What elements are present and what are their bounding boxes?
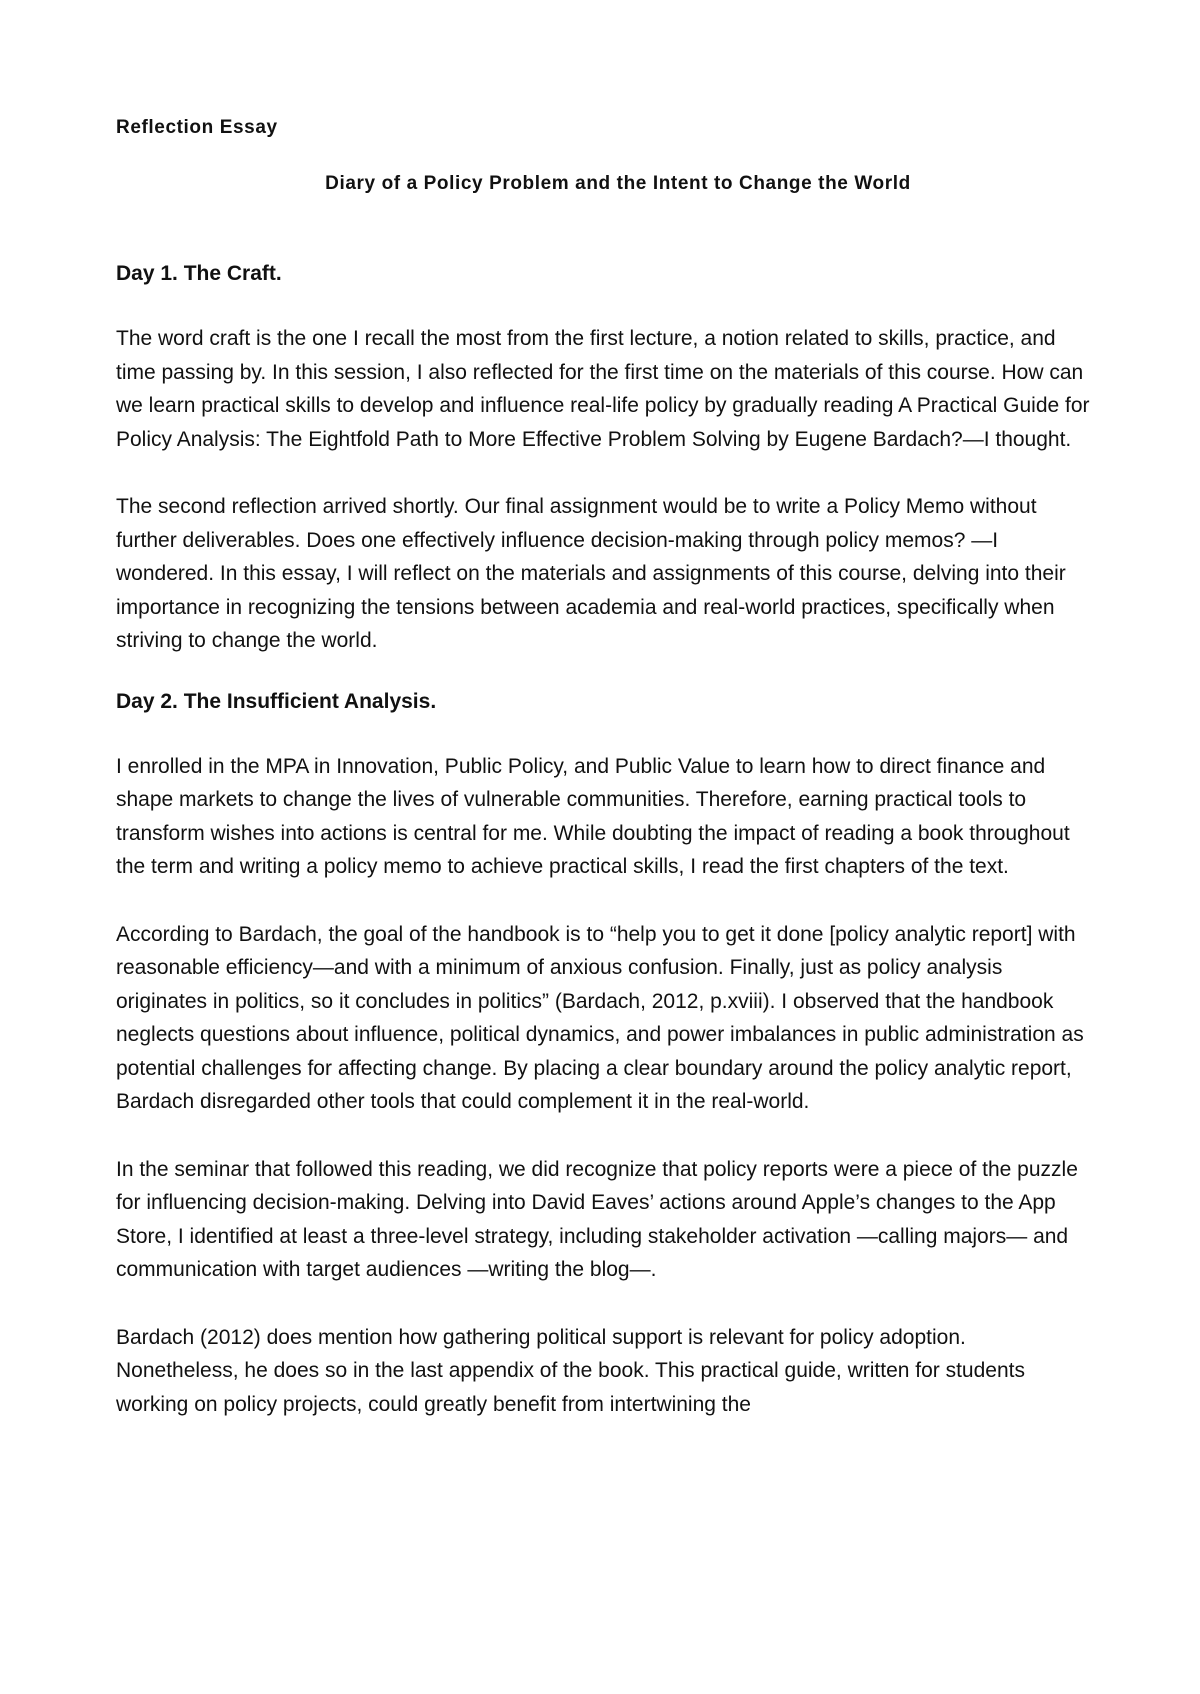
section-heading: Day 1. The Craft. bbox=[116, 262, 282, 285]
paragraph: I enrolled in the MPA in Innovation, Public Policy, and Public Value to learn how to direct finance and shape markets to change the lives of vulnerable communities. Therefore, earning practical tools to transform wishes into actions is central for me. While doubting the impact of reading a book throughout the term and writing a policy memo to achieve practical skills, I read the first chapters of the text. bbox=[116, 754, 1070, 878]
paragraph: In the seminar that followed this reading, we did recognize that policy reports were a piece of the puzzle for influencing decision-making. Delving into David Eaves’ actions around Apple’s changes to the App Store, I identified at least a three-level strategy, including stakeholder activation —calling majors— and communication with target audiences —writing the blog—. bbox=[116, 1157, 1078, 1281]
paragraph: According to Bardach, the goal of the handbook is to “help you to get it done [policy analytic report] with reasonable efficiency—and with a minimum of anxious confusion. Finally, just as policy analysis originates in politics, so it concludes in politics” (Bardach, 2012, p.xviii). I observed that the handbook neglects questions about influence, political dynamics, and power imbalances in public administration as potential challenges for affecting change. By placing a clear boundary around the policy analytic report, Bardach disregarded other tools that could complement it in the real-world. bbox=[116, 922, 1084, 1113]
paragraph: The word craft is the one I recall the most from the first lecture, a notion related to skills, practice, and time passing by. In this session, I also reflected for the first time on the materials of this course. How can we learn practical skills to develop and influence real-life policy by gradually reading A Practical Guide for Policy Analysis: The Eightfold Path to More Effective Problem Solving by Eugene Bardach?—I thought. bbox=[116, 327, 1090, 451]
document-title: Diary of a Policy Problem and the Intent to Change the World bbox=[325, 173, 911, 194]
document-header: Reflection Essay bbox=[116, 117, 278, 138]
paragraph: The second reflection arrived shortly. Our final assignment would be to write a Policy Memo without further deliverables. Does one effectively influence decision-making through policy memos? —I wondered. In this essay, I will reflect on the materials and assignments of this course, delving into their importance in recognizing the tensions between academia and real-world practices, specifically when striving to change the world. bbox=[116, 495, 1066, 652]
section-day-1 bbox=[116, 260, 1090, 658]
section-heading: Day 2. The Insufficient Analysis. bbox=[116, 689, 437, 713]
section-day-2 bbox=[116, 688, 1090, 1422]
paragraph: Bardach (2012) does mention how gathering political support is relevant for policy adoption. Nonetheless, he does so in the last appendix of the book. This practical guide, written for students working on policy projects, could greatly benefit from intertwining the bbox=[116, 1325, 1025, 1416]
